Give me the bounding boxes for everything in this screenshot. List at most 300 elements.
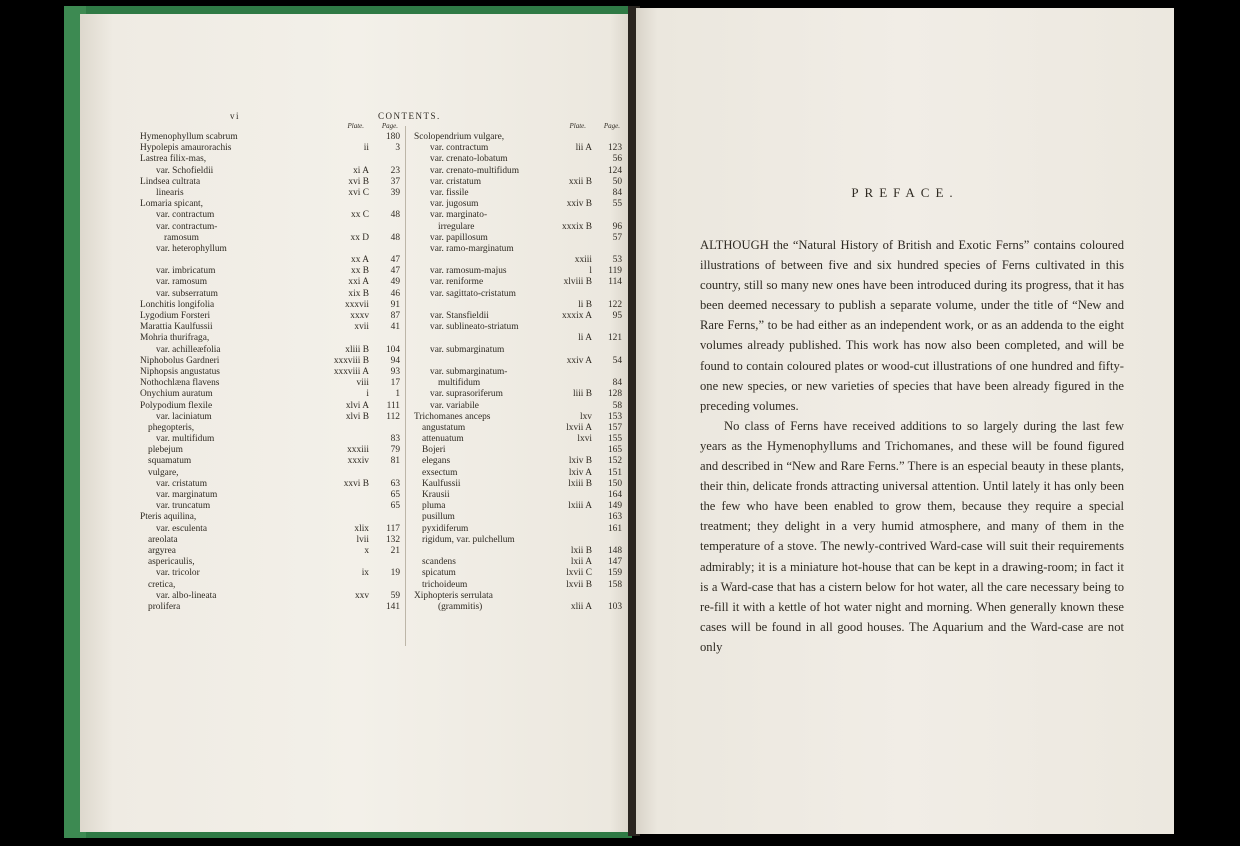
entry-page: 57 bbox=[612, 232, 622, 243]
contents-entry bbox=[414, 210, 622, 221]
entry-name: Niphopsis angustatus bbox=[140, 366, 220, 377]
entry-plate: lvii bbox=[356, 534, 369, 545]
entry-page: 91 bbox=[390, 299, 400, 310]
contents-entry bbox=[414, 412, 622, 423]
entry-plate: xvi C bbox=[348, 187, 369, 198]
entry-name: Hypolepis amaurorachis bbox=[140, 143, 232, 154]
entry-name: var. contractum bbox=[430, 143, 489, 154]
contents-entry bbox=[414, 401, 622, 412]
contents-entry bbox=[140, 222, 400, 233]
contents-entry bbox=[140, 210, 400, 221]
contents-entry bbox=[414, 501, 622, 512]
entry-name: var. contractum bbox=[156, 210, 215, 221]
contents-entry bbox=[414, 345, 622, 356]
contents-entry bbox=[140, 300, 400, 311]
entry-name: irregulare bbox=[438, 221, 475, 232]
entry-plate: lxii B bbox=[570, 545, 592, 556]
entry-page: 128 bbox=[607, 389, 622, 400]
contents-entry bbox=[140, 568, 400, 579]
entry-page: 159 bbox=[607, 568, 622, 579]
entry-plate: xxiv A bbox=[566, 355, 592, 366]
entry-name: trichoideum bbox=[422, 579, 468, 590]
contents-entry bbox=[140, 535, 400, 546]
entry-page: 155 bbox=[607, 434, 622, 445]
contents-entry bbox=[414, 479, 622, 490]
entry-name: var. marginatum bbox=[156, 490, 218, 500]
entry-name: scandens bbox=[422, 557, 456, 568]
entry-name: Lygodium Forsteri bbox=[140, 311, 211, 321]
entry-name: multifidum bbox=[438, 378, 481, 389]
entry-name: var. papillosum bbox=[430, 232, 488, 243]
entry-plate: xxii B bbox=[568, 176, 592, 187]
contents-entry bbox=[414, 580, 622, 591]
entry-page: 149 bbox=[607, 501, 622, 512]
contents-entry bbox=[414, 389, 622, 400]
entry-page: 150 bbox=[607, 478, 622, 489]
entry-name: var. albo-lineata bbox=[156, 590, 217, 601]
entry-plate: viii bbox=[356, 378, 369, 389]
page-header: Page. bbox=[381, 122, 398, 130]
entry-page: 122 bbox=[607, 299, 622, 310]
contents-entry bbox=[140, 591, 400, 602]
contents-entry bbox=[140, 389, 400, 400]
entry-name: var. multifidum bbox=[156, 434, 215, 445]
contents-entry bbox=[140, 255, 400, 266]
entry-page: 161 bbox=[607, 523, 622, 534]
entry-name: Niphobolus Gardneri bbox=[140, 355, 220, 366]
entry-page: 19 bbox=[390, 568, 400, 579]
preface-paragraph-2: No class of Ferns have received additions to so largely during the last few years as the Hymenophyllums and Trichomanes, and these will be found figured and described in “New and Rare Ferns.” There is an especial beauty in these plants, their thin, delicate fronds attracting universal attention. Until lately it has only been the few who have been enabled to grow them, because they require a special treatment; they delight in a very humid atmosphere, and many of them in the temperature of a stove. The newly-contrived Ward-case will suit their requirements admirably; it is a miniature hot-house that can be kept in a drawing-room; in fact it is a Ward-case that has a cistern below for hot water, all the care necessary being to re-fill it with a kettle of hot water night and morning. When generally known these cases will be found in all good houses. The Aquarium and the Ward-case are not only bbox=[700, 418, 1124, 654]
entry-page: 157 bbox=[607, 422, 622, 433]
entry-page: 1 bbox=[395, 389, 400, 400]
contents-entry bbox=[140, 311, 400, 322]
contents-entry bbox=[140, 143, 400, 154]
entry-plate: xlvi A bbox=[345, 400, 369, 411]
entry-page: 180 bbox=[385, 132, 400, 142]
contents-entry bbox=[140, 356, 400, 367]
contents-entry bbox=[414, 512, 622, 523]
entry-name: var. laciniatum bbox=[156, 411, 212, 422]
contents-entry bbox=[140, 524, 400, 535]
entry-page: 17 bbox=[390, 378, 400, 389]
entry-page: 158 bbox=[607, 579, 622, 590]
entry-plate: xliii B bbox=[345, 344, 369, 355]
entry-page: 65 bbox=[390, 490, 400, 500]
contents-entry bbox=[414, 568, 622, 579]
entry-name: var. heterophyllum bbox=[156, 243, 227, 254]
entry-page: 103 bbox=[607, 601, 622, 612]
entry-page: 94 bbox=[390, 355, 400, 366]
entry-page: 50 bbox=[612, 176, 622, 187]
entry-plate: lxiii A bbox=[568, 501, 592, 512]
entry-name: Marattia Kaulfussii bbox=[140, 322, 213, 333]
entry-name: var. ramosum-majus bbox=[430, 266, 507, 277]
entry-plate: xxxiv bbox=[347, 456, 369, 467]
entry-page: 41 bbox=[390, 322, 400, 333]
entry-plate: xx A bbox=[351, 255, 369, 266]
entry-name: Lonchitis longifolia bbox=[140, 299, 215, 310]
entry-page: 87 bbox=[390, 311, 400, 321]
entry-page: 65 bbox=[390, 501, 400, 512]
entry-page: 59 bbox=[390, 590, 400, 601]
contents-entry bbox=[414, 255, 622, 266]
entry-plate: lii A bbox=[575, 143, 592, 154]
entry-name: var. tricolor bbox=[156, 568, 200, 579]
entry-page: 37 bbox=[390, 176, 400, 187]
running-title: CONTENTS. bbox=[378, 111, 441, 121]
entry-page: 117 bbox=[386, 523, 400, 534]
entry-page: 79 bbox=[390, 445, 400, 456]
entry-name: Onychium auratum bbox=[140, 389, 213, 400]
entry-name: var. submarginatum- bbox=[430, 366, 508, 377]
entry-plate: xxxix B bbox=[562, 221, 592, 232]
entry-name: spicatum bbox=[422, 568, 456, 579]
entry-plate: xxxviii B bbox=[333, 355, 369, 366]
contents-entry bbox=[414, 289, 622, 300]
entry-page: 95 bbox=[612, 311, 622, 321]
entry-page: 3 bbox=[395, 143, 400, 154]
entry-name: var. marginato- bbox=[430, 210, 488, 221]
entry-page: 147 bbox=[607, 557, 622, 568]
entry-plate: lxiv A bbox=[568, 467, 592, 478]
entry-plate: xx C bbox=[351, 210, 369, 221]
contents-entry bbox=[140, 132, 400, 143]
contents-entry bbox=[414, 423, 622, 434]
contents-entry bbox=[140, 501, 400, 512]
entry-name: var. sublineato-striatum bbox=[430, 322, 519, 333]
entry-page: 55 bbox=[612, 199, 622, 210]
entry-name: var. Stansfieldii bbox=[430, 311, 489, 321]
contents-entry bbox=[140, 244, 400, 255]
entry-plate: xx D bbox=[350, 232, 369, 243]
entry-name: ramosum bbox=[164, 232, 199, 243]
entry-plate: xxi A bbox=[348, 277, 369, 288]
contents-entry bbox=[140, 412, 400, 423]
entry-name: var. crenato-multifidum bbox=[430, 165, 520, 176]
contents-entry bbox=[140, 479, 400, 490]
entry-page: 112 bbox=[386, 411, 400, 422]
entry-page: 48 bbox=[390, 232, 400, 243]
entry-name: Lomaria spicant, bbox=[140, 199, 203, 210]
entry-page: 84 bbox=[612, 378, 622, 389]
entry-plate: lxii A bbox=[570, 557, 592, 568]
entry-plate: lxv bbox=[580, 411, 592, 422]
column-divider bbox=[405, 126, 406, 646]
entry-name: Trichomanes anceps bbox=[414, 411, 491, 422]
contents-entry bbox=[414, 166, 622, 177]
column-header bbox=[140, 121, 400, 132]
entry-name: argyrea bbox=[148, 545, 176, 556]
entry-name: angustatum bbox=[422, 422, 466, 433]
contents-entry bbox=[414, 266, 622, 277]
entry-plate: xlii A bbox=[570, 601, 592, 612]
entry-plate: xx B bbox=[351, 266, 369, 277]
entry-page: 96 bbox=[612, 221, 622, 232]
contents-entry bbox=[414, 233, 622, 244]
contents-entry bbox=[414, 322, 622, 333]
contents-entry bbox=[414, 188, 622, 199]
contents-entry bbox=[140, 512, 400, 523]
contents-entry bbox=[140, 434, 400, 445]
entry-name: var. submarginatum bbox=[430, 344, 505, 355]
contents-entry bbox=[140, 166, 400, 177]
entry-plate: xxxiii bbox=[347, 445, 369, 456]
contents-entry bbox=[140, 277, 400, 288]
contents-entry bbox=[414, 143, 622, 154]
preface-body bbox=[700, 235, 1124, 657]
contents-entry bbox=[414, 367, 622, 378]
entry-page: 47 bbox=[390, 255, 400, 266]
contents-entry bbox=[140, 367, 400, 378]
entry-plate: lxiv B bbox=[568, 456, 592, 467]
entry-name: var. esculenta bbox=[156, 523, 208, 534]
contents-column-left bbox=[140, 121, 400, 613]
entry-page: 84 bbox=[612, 187, 622, 198]
entry-page: 163 bbox=[607, 512, 622, 523]
entry-name: var. imbricatum bbox=[156, 266, 216, 277]
contents-entry bbox=[140, 557, 400, 568]
entry-plate: xlviii B bbox=[563, 277, 592, 288]
entry-page: 151 bbox=[607, 467, 622, 478]
entry-page: 141 bbox=[385, 601, 400, 612]
entry-plate: xxxvii bbox=[345, 299, 369, 310]
entry-name: Hymenophyllum scabrum bbox=[140, 132, 238, 142]
entry-page: 21 bbox=[390, 545, 400, 556]
entry-page: 47 bbox=[390, 266, 400, 277]
entry-page: 121 bbox=[607, 333, 622, 344]
entry-plate: xlix bbox=[354, 523, 369, 534]
entry-plate: li B bbox=[578, 299, 592, 310]
contents-entry bbox=[140, 177, 400, 188]
entry-name: var. Schofieldii bbox=[156, 165, 214, 176]
entry-plate: xxxv bbox=[350, 311, 369, 321]
entry-name: var. crenato-lobatum bbox=[430, 154, 508, 165]
contents-entry bbox=[140, 456, 400, 467]
contents-entry bbox=[414, 591, 622, 602]
entry-plate: xi A bbox=[353, 165, 369, 176]
entry-name: var. fissile bbox=[430, 187, 469, 198]
entry-name: var. reniforme bbox=[430, 277, 484, 288]
entry-page: 164 bbox=[607, 490, 622, 500]
entry-plate: xvii bbox=[354, 322, 369, 333]
entry-name: var. truncatum bbox=[156, 501, 211, 512]
contents-entry bbox=[414, 177, 622, 188]
entry-page: 63 bbox=[390, 478, 400, 489]
entry-name: prolifera bbox=[148, 601, 181, 612]
entry-name: var. jugosum bbox=[430, 199, 479, 210]
entry-name: Krausii bbox=[422, 490, 450, 500]
entry-name: linearis bbox=[156, 187, 184, 198]
entry-page: 81 bbox=[390, 456, 400, 467]
entry-page: 53 bbox=[612, 255, 622, 266]
entry-name: rigidum, var. pulchellum bbox=[422, 534, 515, 545]
entry-name: Scolopendrium vulgare, bbox=[414, 132, 505, 142]
entry-name: phegopteris, bbox=[148, 422, 195, 433]
entry-page: 165 bbox=[607, 445, 622, 456]
entry-page: 111 bbox=[386, 400, 400, 411]
entry-name: var. ramo-marginatum bbox=[430, 243, 514, 254]
entry-name: areolata bbox=[148, 534, 178, 545]
contents-entry bbox=[414, 199, 622, 210]
contents-entry bbox=[140, 322, 400, 333]
entry-page: 152 bbox=[607, 456, 622, 467]
contents-entry bbox=[140, 333, 400, 344]
contents-entry bbox=[140, 289, 400, 300]
entry-page: 56 bbox=[612, 154, 622, 165]
preface-title: PREFACE. bbox=[851, 185, 959, 200]
entry-name: pusillum bbox=[422, 512, 455, 523]
entry-plate: xix B bbox=[348, 288, 369, 299]
entry-plate: lxvii B bbox=[566, 579, 592, 590]
preface-paragraph-1: ALTHOUGH the “Natural History of British and Exotic Ferns” contains coloured illustrations of between five and six hundred species of Ferns cultivated in this country, still so many new ones have been introduced during its progress, that it has been deemed necessary to publish a separate volume, under the title of “New and Rare Ferns,” to be had either as an independent work, or as an addenda to the eight volumes already published. This work has now also been completed, and will be found to contain coloured plates or wood-cut illustrations of one hundred and fifty-one new species, or new varieties of species that have been already figured in the preceding volumes. bbox=[700, 238, 1124, 413]
entry-plate: lxvii C bbox=[566, 568, 592, 579]
entry-name: var. variabile bbox=[430, 400, 479, 411]
contents-entry bbox=[140, 401, 400, 412]
entry-plate: ix bbox=[361, 568, 369, 579]
contents-entry bbox=[414, 132, 622, 143]
page-number: vi bbox=[230, 111, 241, 121]
contents-entry bbox=[414, 222, 622, 233]
contents-column-right bbox=[414, 121, 622, 613]
contents-entry bbox=[414, 535, 622, 546]
entry-name: Lindsea cultrata bbox=[140, 176, 201, 187]
entry-page: 58 bbox=[612, 400, 622, 411]
entry-page: 23 bbox=[390, 165, 400, 176]
contents-entry bbox=[414, 154, 622, 165]
contents-entry bbox=[414, 557, 622, 568]
entry-name: vulgare, bbox=[148, 467, 179, 478]
entry-plate: lxiii B bbox=[568, 478, 592, 489]
entry-name: var. suprasoriferum bbox=[430, 389, 503, 400]
contents-entry bbox=[140, 490, 400, 501]
entry-page: 119 bbox=[608, 266, 622, 277]
entry-plate: xxxix A bbox=[562, 311, 592, 321]
contents-entry bbox=[414, 490, 622, 501]
entry-page: 93 bbox=[390, 366, 400, 377]
contents-entry bbox=[414, 546, 622, 557]
entry-page: 153 bbox=[607, 411, 622, 422]
entry-name: attenuatum bbox=[422, 434, 464, 445]
entry-plate: xxv bbox=[354, 590, 369, 601]
contents-entry bbox=[414, 333, 622, 344]
entry-name: Nothochlæna flavens bbox=[140, 378, 220, 389]
entry-name: Bojeri bbox=[422, 445, 446, 456]
entry-name: (grammitis) bbox=[438, 601, 483, 612]
plate-header: Plate. bbox=[347, 122, 364, 130]
entry-name: cretica, bbox=[148, 579, 176, 590]
entry-name: var. achilleæfolia bbox=[156, 344, 221, 355]
entry-plate: xxxviii A bbox=[333, 366, 369, 377]
contents-entry bbox=[414, 300, 622, 311]
entry-name: pyxidiferum bbox=[422, 523, 469, 534]
entry-page: 148 bbox=[607, 545, 622, 556]
entry-name: Lastrea filix-mas, bbox=[140, 154, 207, 165]
entry-plate: ii bbox=[363, 143, 369, 154]
contents-entry bbox=[140, 345, 400, 356]
contents-entry bbox=[140, 423, 400, 434]
entry-plate: x bbox=[364, 545, 369, 556]
entry-plate: xxiv B bbox=[566, 199, 592, 210]
contents-entry bbox=[414, 378, 622, 389]
entry-plate: l bbox=[589, 266, 592, 277]
contents-entry bbox=[140, 468, 400, 479]
column-header bbox=[414, 121, 622, 132]
contents-entry bbox=[414, 434, 622, 445]
entry-page: 39 bbox=[390, 187, 400, 198]
entry-name: var. sagittato-cristatum bbox=[430, 288, 516, 299]
entry-page: 54 bbox=[612, 355, 622, 366]
entry-page: 104 bbox=[385, 344, 400, 355]
entry-plate: xxvi B bbox=[343, 478, 369, 489]
entry-plate: lxvii A bbox=[566, 422, 592, 433]
entry-name: var. contractum- bbox=[156, 221, 218, 232]
contents-entry bbox=[414, 244, 622, 255]
contents-entry bbox=[140, 445, 400, 456]
entry-plate: lxvi bbox=[577, 434, 592, 445]
entry-page: 49 bbox=[390, 277, 400, 288]
contents-entry bbox=[414, 602, 622, 613]
contents-entry bbox=[140, 233, 400, 244]
entry-page: 46 bbox=[390, 288, 400, 299]
entry-name: plebejum bbox=[148, 445, 183, 456]
contents-entry bbox=[140, 602, 400, 613]
entry-name: var. ramosum bbox=[156, 277, 208, 288]
contents-entry bbox=[414, 468, 622, 479]
entry-plate: xlvi B bbox=[345, 411, 369, 422]
entry-name: pluma bbox=[422, 501, 446, 512]
contents-entry bbox=[414, 356, 622, 367]
entry-name: Mohria thurifraga, bbox=[140, 333, 210, 344]
entry-page: 48 bbox=[390, 210, 400, 221]
contents-entry bbox=[140, 154, 400, 165]
entry-name: Xiphopteris serrulata bbox=[414, 590, 493, 601]
entry-page: 124 bbox=[607, 165, 622, 176]
contents-entry bbox=[414, 277, 622, 288]
contents-entry bbox=[140, 266, 400, 277]
plate-header: Plate. bbox=[569, 122, 586, 130]
contents-entry bbox=[140, 199, 400, 210]
contents-entry bbox=[414, 445, 622, 456]
contents-entry bbox=[414, 311, 622, 322]
entry-plate: i bbox=[366, 389, 369, 400]
entry-plate: xxiii bbox=[574, 255, 592, 266]
entry-name: var. cristatum bbox=[430, 176, 482, 187]
entry-name: aspericaulis, bbox=[148, 557, 195, 568]
entry-name: elegans bbox=[422, 456, 451, 467]
entry-name: var. cristatum bbox=[156, 478, 208, 489]
entry-name: Polypodium flexile bbox=[140, 400, 213, 411]
entry-plate: li A bbox=[578, 333, 592, 344]
contents-entry bbox=[414, 456, 622, 467]
contents-entry bbox=[414, 524, 622, 535]
entry-name: squamatum bbox=[148, 456, 192, 467]
contents-entry bbox=[140, 188, 400, 199]
entry-name: exsectum bbox=[422, 467, 458, 478]
entry-name: var. subserratum bbox=[156, 288, 218, 299]
entry-name: Pteris aquilina, bbox=[140, 512, 197, 523]
entry-plate: liii B bbox=[572, 389, 592, 400]
contents-entry bbox=[140, 580, 400, 591]
entry-page: 114 bbox=[608, 277, 622, 288]
entry-name: Kaulfussii bbox=[422, 478, 461, 489]
contents-entry bbox=[140, 378, 400, 389]
entry-page: 83 bbox=[390, 434, 400, 445]
entry-plate: xvi B bbox=[348, 176, 369, 187]
entry-page: 123 bbox=[607, 143, 622, 154]
contents-entry bbox=[140, 546, 400, 557]
page-header: Page. bbox=[603, 122, 620, 130]
entry-page: 132 bbox=[385, 534, 400, 545]
